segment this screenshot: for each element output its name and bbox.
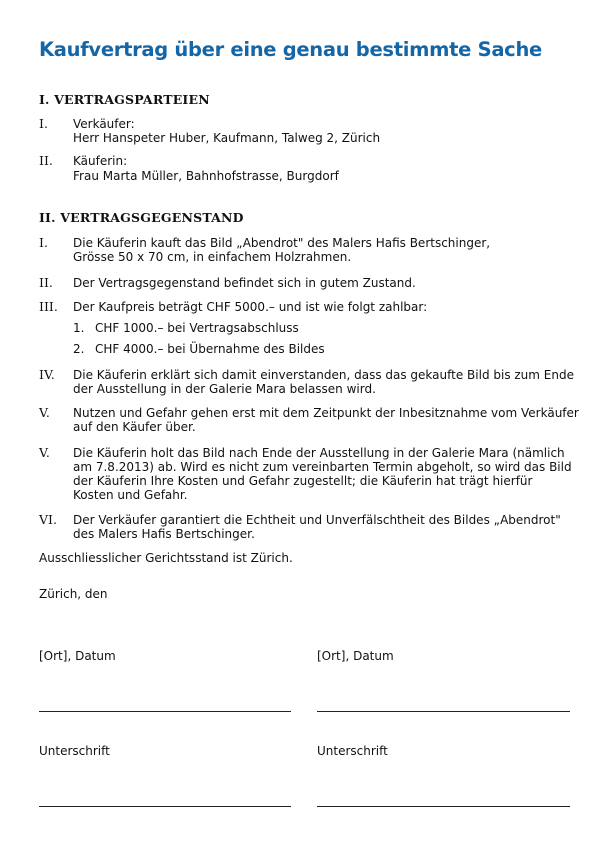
clause-text: der Käuferin Ihre Kosten und Gefahr zugestellt; die Käuferin hat trägt hierfür <box>73 474 533 488</box>
right-signature-line <box>317 806 570 807</box>
clause-text: auf den Käufer über. <box>73 420 196 434</box>
payment-number: 1. <box>73 321 85 335</box>
clause-number: IV. <box>39 367 55 382</box>
party-number: I. <box>39 116 48 131</box>
clause-number: VI. <box>39 512 57 527</box>
clause-text: Der Kaufpreis beträgt CHF 5000.– und ist wie folgt zahlbar: <box>73 300 428 314</box>
left-place-date-label: [Ort], Datum <box>39 649 116 663</box>
left-place-date-line <box>39 711 291 712</box>
clause-text: des Malers Hafis Bertschinger. <box>73 527 255 541</box>
right-place-date-label: [Ort], Datum <box>317 649 394 663</box>
clause-text: der Ausstellung in der Galerie Mara belassen wird. <box>73 382 376 396</box>
right-place-date-line <box>317 711 570 712</box>
place-date-line: Zürich, den <box>39 587 108 601</box>
seller-details: Herr Hanspeter Huber, Kaufmann, Talweg 2, Zürich <box>73 131 381 145</box>
clause-number: III. <box>39 299 58 314</box>
clause-text: Kosten und Gefahr. <box>73 488 188 502</box>
clause-number: V. <box>39 445 50 460</box>
payment-item: CHF 1000.– bei Vertragsabschluss <box>95 321 299 335</box>
clause-text: Die Käuferin erklärt sich damit einverstanden, dass das gekaufte Bild bis zum Ende <box>73 368 574 382</box>
left-signature-line <box>39 806 291 807</box>
clause-text: Die Käuferin kauft das Bild „Abendrot" des Malers Hafis Bertschinger, <box>73 236 491 250</box>
party-number: II. <box>39 153 53 168</box>
right-signature-label: Unterschrift <box>317 744 388 758</box>
jurisdiction-statement: Ausschliesslicher Gerichtsstand ist Zürich. <box>39 551 293 565</box>
document-title: Kaufvertrag über eine genau bestimmte Sache <box>39 38 542 61</box>
clause-number: II. <box>39 275 53 290</box>
clause-text: Der Vertragsgegenstand befindet sich in gutem Zustand. <box>73 276 416 290</box>
clause-text: Nutzen und Gefahr gehen erst mit dem Zeitpunkt der Inbesitznahme vom Verkäufer <box>73 406 579 420</box>
clause-number: V. <box>39 405 50 420</box>
section-heading-parties: I. VERTRAGSPARTEIEN <box>39 92 210 107</box>
buyer-details: Frau Marta Müller, Bahnhofstrasse, Burgdorf <box>73 169 339 183</box>
seller-label: Verkäufer: <box>73 117 135 131</box>
clause-number: I. <box>39 235 48 250</box>
payment-item: CHF 4000.– bei Übernahme des Bildes <box>95 342 325 356</box>
left-signature-label: Unterschrift <box>39 744 110 758</box>
clause-text: Der Verkäufer garantiert die Echtheit und Unverfälschtheit des Bildes „Abendrot" <box>73 513 561 527</box>
section-heading-subject: II. VERTRAGSGEGENSTAND <box>39 210 244 225</box>
buyer-label: Käuferin: <box>73 154 128 168</box>
clause-text: Die Käuferin holt das Bild nach Ende der Ausstellung in der Galerie Mara (nämlich <box>73 446 565 460</box>
clause-text: Grösse 50 x 70 cm, in einfachem Holzrahmen. <box>73 250 352 264</box>
clause-text: am 7.8.2013) ab. Wird es nicht zum vereinbarten Termin abgeholt, so wird das Bild <box>73 460 572 474</box>
payment-number: 2. <box>73 342 85 356</box>
